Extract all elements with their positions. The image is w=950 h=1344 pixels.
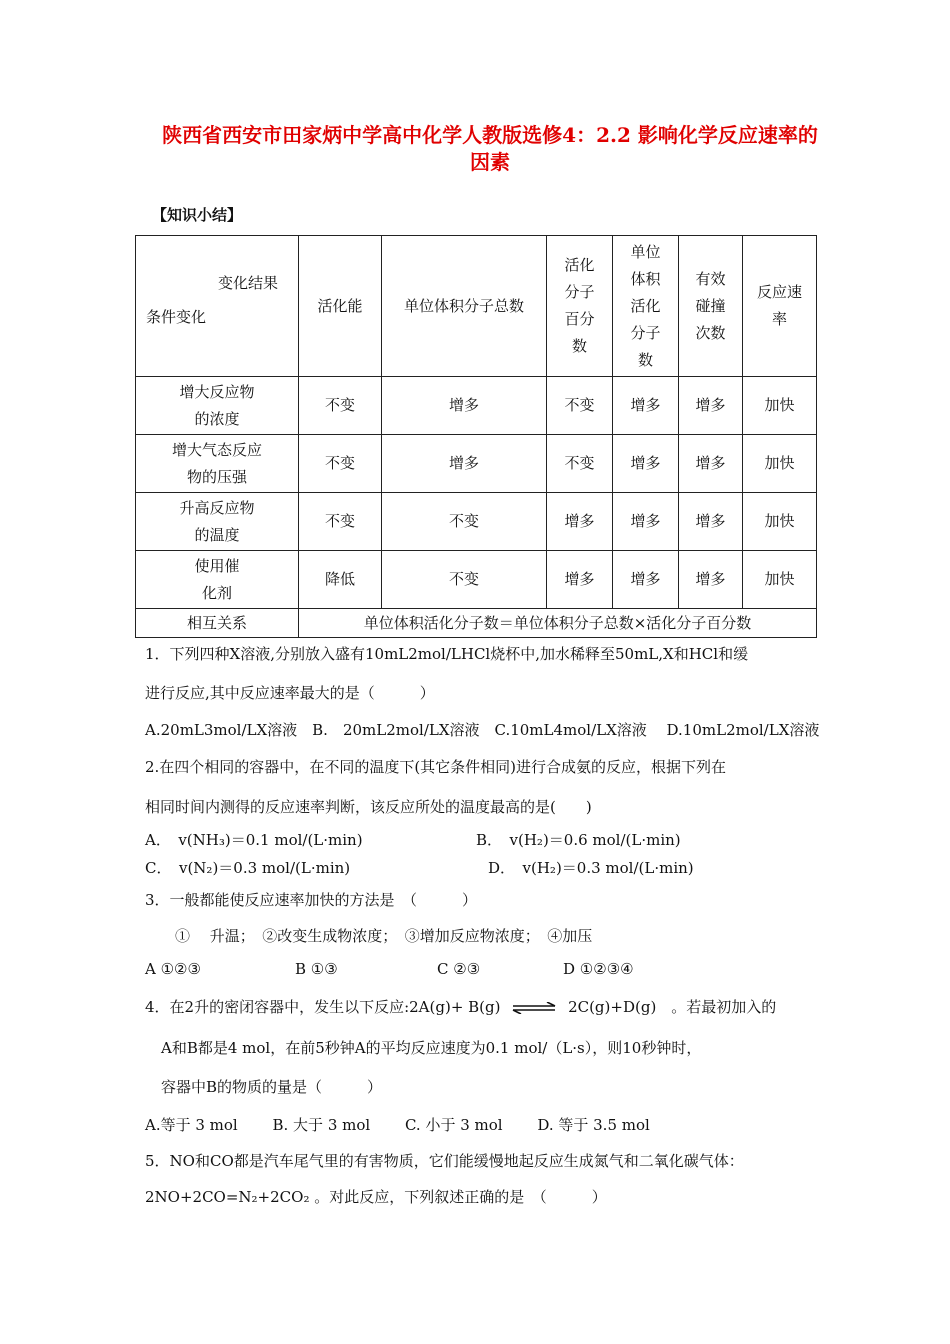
q5-stem-line2: 2NO+2CO=N₂+2CO₂ 。对此反应，下列叙述正确的是 （ ）	[145, 1188, 607, 1206]
table-cell: 增多	[613, 435, 679, 493]
table-cell: 增多	[382, 435, 547, 493]
q5-stem-line1: 5．NO和CO都是汽车尾气里的有害物质，它们能缓慢地起反应生成氮气和二氧化碳气体：	[145, 1152, 744, 1170]
table-row	[136, 493, 817, 551]
corner-cell	[136, 236, 299, 377]
table-cell: 增多	[679, 551, 743, 609]
table-cell: 增多	[613, 377, 679, 435]
corner-bottom-label: 条件变化	[146, 308, 207, 326]
table-cell: 加快	[743, 551, 817, 609]
table-cell: 增多	[547, 551, 613, 609]
q1-options: A.20mL3mol/LX溶液 B. 20mL2mol/LX溶液 C.10mL4mol/LX溶液 D.10mL2mol/LX溶液	[145, 721, 820, 739]
q4-options: A.等于 3 mol B. 大于 3 mol C. 小于 3 mol D. 等于 3.5 mol	[145, 1116, 650, 1134]
table-cell: 加快	[743, 435, 817, 493]
q4-stem-line1	[145, 996, 776, 1017]
header-cell: 单位体积分子总数	[382, 236, 547, 377]
table-cell: 增多	[547, 493, 613, 551]
relation-row	[136, 609, 817, 638]
corner-top-label: 变化结果	[218, 274, 279, 292]
equilibrium-arrow-icon	[511, 1002, 557, 1014]
condition-cell: 增大气态反应物的压强	[136, 435, 299, 493]
q2-stem-line2: 相同时间内测得的反应速率判断，该反应所处的温度最高的是( )	[145, 798, 592, 816]
table-cell: 不变	[382, 493, 547, 551]
header-cell: 有效碰撞次数	[679, 236, 743, 377]
document-title: 陕西省西安市田家炳中学高中化学人教版选修4：2.2 影响化学反应速率的因素	[162, 123, 818, 174]
table-cell: 加快	[743, 377, 817, 435]
section-heading: 【知识小结】	[152, 206, 243, 224]
table-cell: 不变	[547, 377, 613, 435]
table-cell: 增多	[679, 493, 743, 551]
summary-table	[135, 235, 817, 638]
relation-text: 单位体积活化分子数＝单位体积分子总数×活化分子百分数	[299, 609, 817, 638]
q4-stem-line3: 容器中B的物质的量是（ ）	[161, 1078, 383, 1096]
header-cell: 活化能	[299, 236, 382, 377]
header-cell: 单位体积活化分子数	[613, 236, 679, 377]
table-row	[136, 435, 817, 493]
q2-option-a: A． v(NH₃)＝0.1 mol/(L·min)	[145, 831, 363, 849]
q3-option-b: B ①③	[295, 960, 338, 978]
q3-option-a: A ①②③	[145, 960, 201, 978]
table-cell: 不变	[299, 435, 382, 493]
condition-cell: 升高反应物的温度	[136, 493, 299, 551]
table-cell: 降低	[299, 551, 382, 609]
table-cell: 增多	[679, 377, 743, 435]
q4-stem-part2: 2C(g)+D(g) 。若最初加入的	[568, 998, 777, 1016]
q3-stem: 3．一般都能使反应速率加快的方法是 （ ）	[145, 891, 478, 909]
table-row	[136, 377, 817, 435]
condition-cell: 使用催化剂	[136, 551, 299, 609]
q3-choices: ① 升温； ②改变生成物浓度； ③增加反应物浓度； ④加压	[175, 927, 593, 945]
table-cell: 不变	[382, 551, 547, 609]
table-row	[136, 551, 817, 609]
table-cell: 增多	[613, 493, 679, 551]
q2-option-c: C． v(N₂)＝0.3 mol/(L·min)	[145, 859, 351, 877]
q4-stem-line2: A和B都是4 mol，在前5秒钟A的平均反应速度为0.1 mol/（L·s），则10秒钟时，	[161, 1039, 702, 1057]
header-cell: 活化分子百分数	[547, 236, 613, 377]
table-cell: 不变	[547, 435, 613, 493]
q1-stem-line1: 1．下列四种X溶液,分别放入盛有10mL2mol/LHCl烧杯中,加水稀释至50mL,X和HCl和缓	[145, 645, 749, 663]
q2-option-d: D． v(H₂)＝0.3 mol/(L·min)	[488, 859, 694, 877]
q3-option-d: D ①②③④	[563, 960, 634, 978]
condition-cell: 增大反应物的浓度	[136, 377, 299, 435]
relation-label: 相互关系	[136, 609, 299, 638]
q4-stem-part1: 4．在2升的密闭容器中，发生以下反应:2A(g)+ B(g)	[145, 998, 501, 1016]
table-cell: 增多	[679, 435, 743, 493]
table-cell: 不变	[299, 493, 382, 551]
table-cell: 增多	[382, 377, 547, 435]
q1-stem-line2: 进行反应,其中反应速率最大的是（ ）	[145, 684, 435, 702]
table-cell: 不变	[299, 377, 382, 435]
q2-option-b: B． v(H₂)＝0.6 mol/(L·min)	[476, 831, 681, 849]
table-cell: 增多	[613, 551, 679, 609]
q3-option-c: C ②③	[437, 960, 481, 978]
table-header-row	[136, 236, 817, 377]
q2-stem-line1: 2.在四个相同的容器中，在不同的温度下(其它条件相同)进行合成氨的反应，根据下列在	[145, 758, 727, 776]
table-cell: 加快	[743, 493, 817, 551]
header-cell: 反应速率	[743, 236, 817, 377]
